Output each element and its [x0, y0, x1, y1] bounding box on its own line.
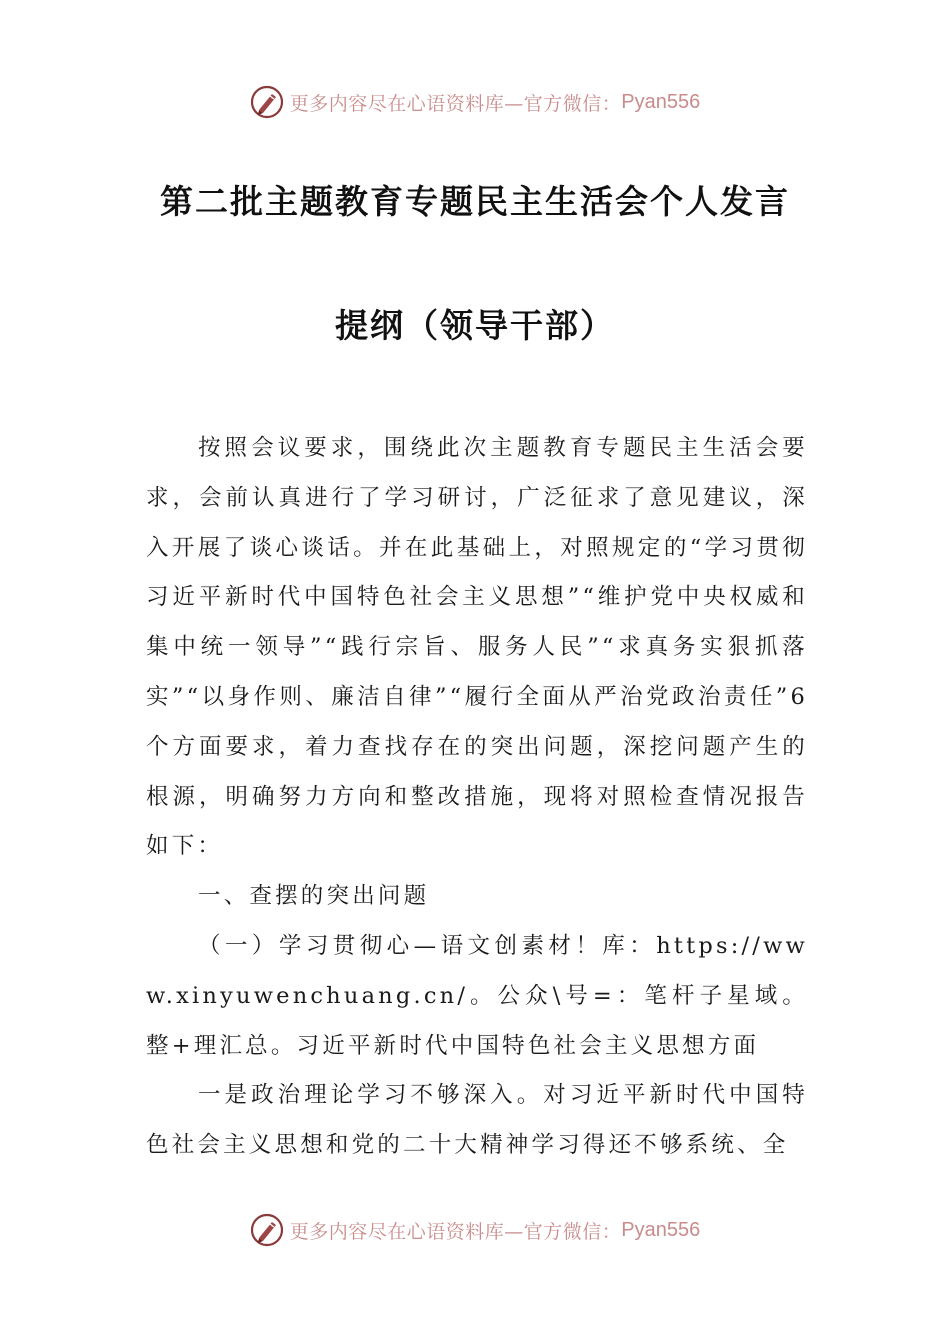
watermark-wechat-id: Pyan556: [621, 90, 701, 113]
pen-logo-icon: [250, 1213, 284, 1247]
pen-logo-icon: [250, 85, 284, 119]
watermark-text: 更多内容尽在心语资料库—官方微信：: [289, 92, 622, 115]
subsection-heading: （一）学习贯彻心—语文创素材！库：https://www.xinyuwenchuang.cn/。公众\号=：笔杆子星域。整+理汇总。习近平新时代中国特色社会主义思想方面: [146, 932, 808, 1059]
watermark-banner-bottom: [0, 1208, 950, 1252]
watermark-banner-top: [0, 80, 950, 124]
body-paragraph: 一是政治理论学习不够深入。对习近平新时代中国特色社会主义思想和党的二十大精神学习得还不够系统、全: [146, 1082, 808, 1159]
watermark-text: 更多内容尽在心语资料库—官方微信：: [289, 1220, 622, 1243]
document-body: [146, 424, 808, 1171]
intro-paragraph: 按照会议要求，围绕此次主题教育专题民主生活会要求，会前认真进行了学习研讨，广泛征求了意见建议，深入开展了谈心谈话。并在此基础上，对照规定的“学习贯彻习近平新时代中国特色社会主义思想”“维护党中央权威和集中统一领导”“践行宗旨、服务人民”“求真务实狠抓落实”“以身作则、廉洁自律”“履行全面从严治党政治责任”6个方面要求，着力查找存在的突出问题，深挖问题产生的根源，明确努力方向和整改措施，现将对照检查情况报告如下：: [146, 435, 808, 860]
section-heading: 一、查摆的突出问题: [198, 883, 430, 910]
document-title-line2: 提纲（领导干部）: [335, 306, 615, 345]
document-title-line1: 第二批主题教育专题民主生活会个人发言: [160, 182, 790, 221]
watermark-wechat-id: Pyan556: [621, 1218, 701, 1241]
